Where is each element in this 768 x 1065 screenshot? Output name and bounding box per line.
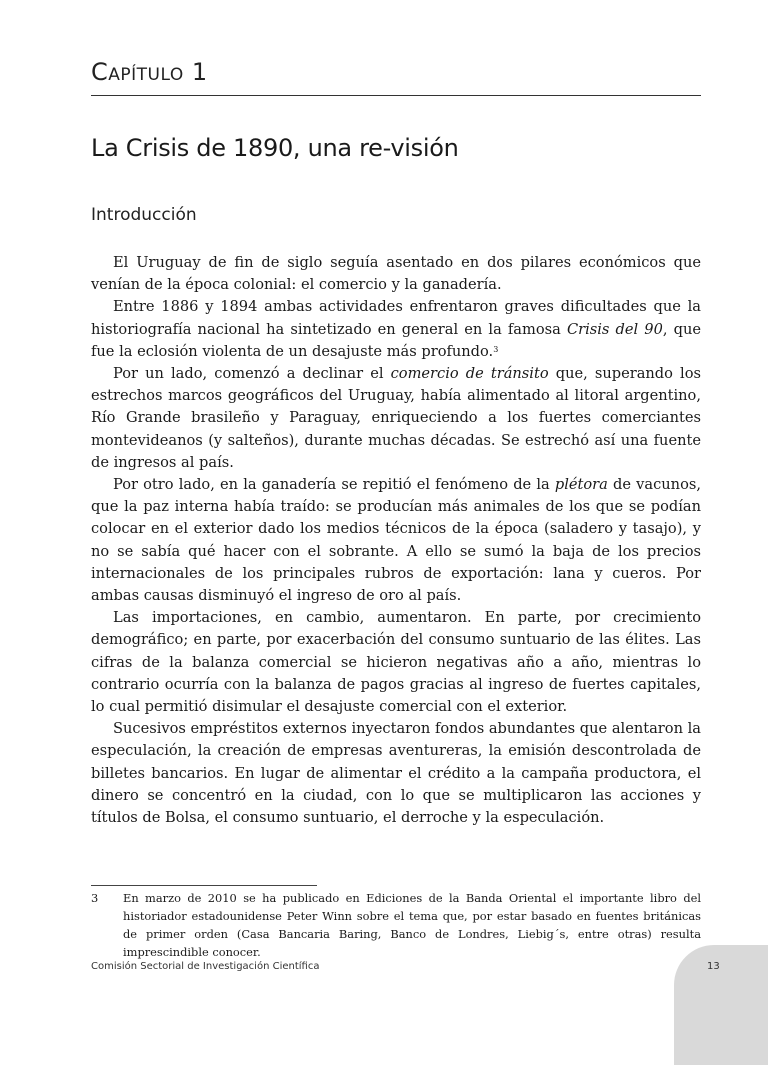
page-number: 13 — [707, 961, 720, 972]
footnote-text: En marzo de 2010 se ha publicado en Ediciones de la Banda Oriental el importante libro del historiador estadounidense Peter Winn sobre el tema que, por estar basado en fuentes británicas de primer orden (Casa Bancaria Baring, Banco de Londres, Liebig´s, entre otras) resulta imprescindible conocer. — [123, 891, 701, 959]
chapter-rule — [91, 95, 701, 96]
footnote-ref[interactable]: 3 — [493, 344, 499, 354]
paragraph-5: Las importaciones, en cambio, aumentaron. En parte, por crecimiento demográfico; en parte, por exacerbación del consumo suntuario de las élites. Las cifras de la balanza comercial se hicieron negativas año a año, mientras lo contrario ocurría con la balanza de pagos gracias al ingreso de fuertes capitales, lo cual permitió disimular el desajuste comercial con el exterior. — [91, 609, 701, 716]
paragraph-2 — [91, 296, 701, 363]
paragraph-4-italic: plétora — [554, 476, 608, 494]
footnote — [91, 889, 701, 961]
chapter-title: La Crisis de 1890, una re-visión — [91, 134, 459, 162]
footnote-rule — [91, 885, 317, 886]
footnote-number: 3 — [91, 891, 99, 905]
paragraph-2-text-end: , que fue la eclosión violenta de un desajuste más profundo. — [91, 320, 701, 360]
paragraph-3-italic: comercio de tránsito — [390, 365, 549, 383]
paragraph-3 — [91, 363, 701, 474]
paragraph-6: Sucesivos empréstitos externos inyectaron fondos abundantes que alentaron la especulación, la creación de empresas aventureras, la emisión descontrolada de billetes bancarios. En lugar de alimentar el crédito a la campaña productora, el dinero se concentró en la ciudad, con lo que se multiplicaron las acciones y títulos de Bolsa, el consumo suntuario, el derroche y la especulación. — [91, 720, 701, 827]
body-text — [91, 252, 701, 829]
paragraph-2-text: Entre 1886 y 1894 ambas actividades enfrentaron graves dificultades que la historiografía nacional ha sintetizado en general en la famosa — [91, 298, 701, 338]
paragraph-4 — [91, 474, 701, 607]
paragraph-3-text-end: que, superando los estrechos marcos geográficos del Uruguay, había alimentado al litoral argentino, Río Grande brasileño y Paraguay, enriqueciendo a los fuertes comerciantes montevideanos (y salteños), durante muchas décadas. Se estrechó así una fuente de ingresos al país. — [91, 365, 701, 471]
page-corner-tab — [674, 945, 768, 1065]
section-heading: Introducción — [91, 205, 197, 225]
chapter-heading: Capítulo 1 — [91, 58, 208, 86]
paragraph-4-text: Por otro lado, en la ganadería se repitió el fenómeno de la — [113, 476, 555, 494]
paragraph-4-text-end: de vacunos, que la paz interna había traído: se producían más animales de los que se podían colocar en el exterior dado los medios técnicos de la época (saladero y tasajo), y no se sabía qué hacer con el sobrante. A ello se sumó la baja de los precios internacionales de los principales rubros de exportación: lana y cueros. Por ambas causas disminuyó el ingreso de oro al país. — [91, 476, 701, 605]
paragraph-3-text: Por un lado, comenzó a declinar el — [113, 365, 391, 383]
paragraph-2-italic: Crisis del 90 — [566, 320, 663, 338]
paragraph-1: El Uruguay de fin de siglo seguía asentado en dos pilares económicos que venían de la época colonial: el comercio y la ganadería. — [91, 254, 701, 294]
footer-publisher: Comisión Sectorial de Investigación Científica — [91, 961, 320, 972]
